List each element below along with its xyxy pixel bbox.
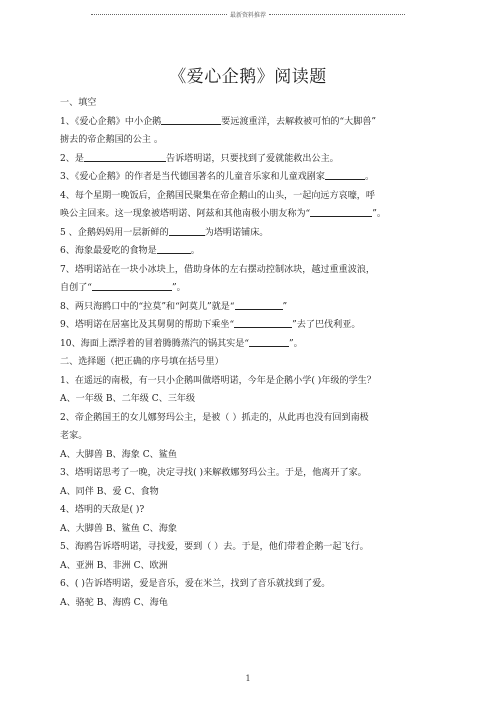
answer-blank[interactable]	[157, 243, 191, 254]
question-8: 8、两只海鸥口中的“拉莫”和“阿莫儿”就是“ ”	[60, 298, 443, 317]
page-header	[88, 10, 408, 19]
question-7: 7、塔明诺站在一块小冰块上，借助身体的左右摆动控制冰块，越过重重波浪， 自创了“ ”。	[60, 264, 375, 293]
answer-blank[interactable]	[249, 336, 289, 347]
choice-line: 2、帝企鹅国王的女儿娜努玛公主，是被（ ）抓走的，从此再也没有回到南极	[60, 412, 369, 423]
answer-blank[interactable]	[234, 317, 292, 328]
choice-options: A、同伴 B、爱 C、食物	[60, 486, 159, 497]
choice-options: A、大脚兽 B、海象 C、鲨鱼	[60, 449, 177, 460]
answer-blank[interactable]	[84, 151, 166, 162]
question-4: 4、每个星期一晚饭后，企鹅国民聚集在帝企鹅山的山头，一起向远方哀嚎，呼 唤公主回来。这一现象被塔明诺、阿兹和其他南极小朋友称为“ ”。	[60, 190, 386, 219]
question-6: 6、海象最爱吃的食物是 。	[60, 242, 443, 261]
choice-line: 老家。	[60, 431, 88, 441]
choice-options: A、一年级 B、二年级 C、三年级	[60, 394, 196, 404]
header-dots-right	[269, 14, 405, 15]
choice-options: A、大脚兽 B、鲨鱼 C、海象	[60, 523, 177, 534]
choice-line: 1、在遥远的南极，有一只小企鹅叫做塔明诺，今年是企鹅小学( )年级的学生？	[60, 375, 376, 386]
answer-blank[interactable]	[169, 225, 205, 236]
document-title: 《爱心企鹅》阅读题	[169, 67, 327, 87]
answer-blank[interactable]	[161, 114, 221, 125]
header-dots-left	[91, 14, 227, 15]
question-10: 10、海面上漂浮着的冒着腾腾蒸汽的锅其实是“ ”。	[60, 335, 443, 354]
question-9: 9、塔明诺在居塞比及其舅舅的帮助下乘坐“ ”去了巴伐利亚。	[60, 316, 443, 335]
answer-blank[interactable]	[235, 299, 283, 310]
choice-line: 6、( )告诉塔明诺，爱是音乐，爱在米兰，找到了音乐就找到了爱。	[60, 579, 331, 589]
section-fill-blank-heading: 一、填空	[60, 98, 97, 108]
question-2: 2、是 告诉塔明诺，只要找到了爱就能救出公主。	[60, 150, 443, 169]
answer-blank[interactable]	[92, 280, 172, 291]
choice-line: 5、海鸥告诉塔明诺，寻找爱，要到（ ）去。于是，他们带着企鹅一起飞行。	[60, 542, 369, 552]
choice-line: 3、塔明诺思考了一晚，决定寻找( )来解救娜努玛公主。于是，他离开了家。	[60, 468, 367, 478]
document-body	[60, 94, 443, 612]
section-choice-heading: 二、选择题（把正确的序号填在括号里）	[60, 357, 224, 367]
choice-options: A、亚洲 B、非洲 C、欧洲	[60, 560, 168, 571]
choice-line: 4、塔明的天敌是( )?	[60, 505, 145, 515]
question-5: 5 、企鹅妈妈用一层新鲜的 为塔明诺铺床。	[60, 224, 443, 243]
choice-options: A、骆驼 B、海鸥 C、海龟	[60, 597, 168, 608]
page-number: 1	[245, 674, 251, 683]
question-3: 3、《爱心企鹅》的作者是当代德国著名的儿童音乐家和儿童戏剧家 。	[60, 168, 443, 187]
answer-blank[interactable]	[325, 169, 365, 180]
header-text: 最新资料推荐	[230, 12, 267, 19]
question-1: 1、《爱心企鹅》中小企鹅 要远渡重洋，去解救被可怕的“大脚兽” 掳去的帝企鹅国的公主 。	[60, 113, 443, 150]
answer-blank[interactable]	[310, 206, 372, 217]
